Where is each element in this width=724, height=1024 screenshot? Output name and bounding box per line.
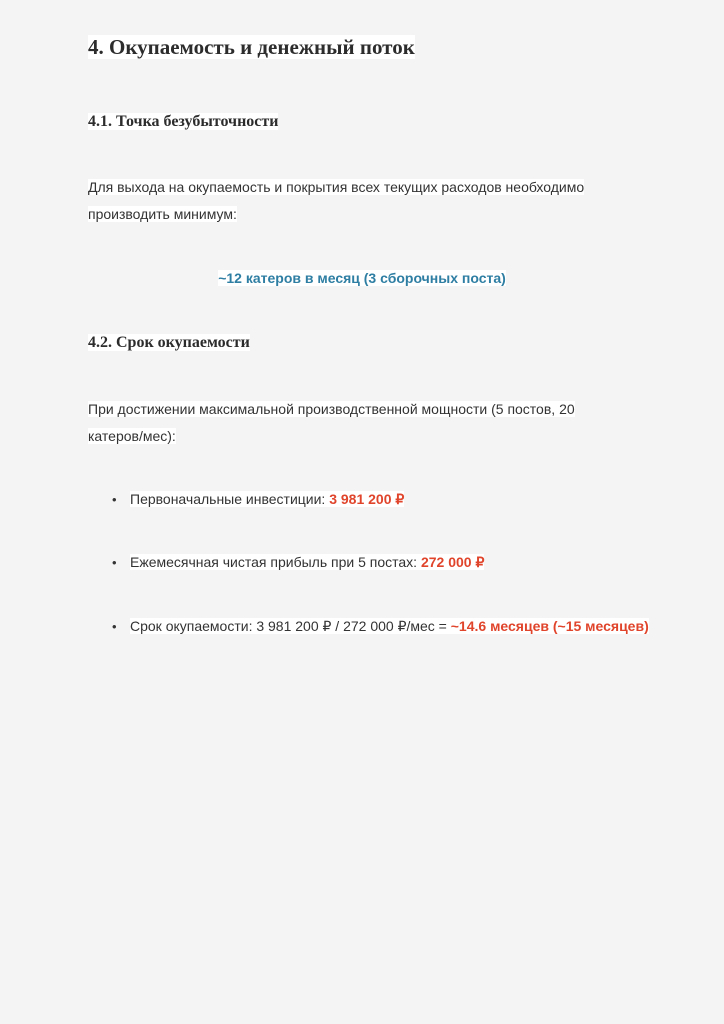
breakeven-heading-text: 4.1. Точка безубыточности	[88, 113, 279, 130]
list-item	[112, 616, 649, 637]
list-item	[112, 552, 484, 573]
breakeven-highlight	[0, 268, 724, 288]
bullet-icon: •	[112, 492, 117, 507]
list-item-value: ~14.6 месяцев (~15 месяцев)	[450, 618, 649, 634]
payback-paragraph	[88, 396, 628, 450]
breakeven-heading	[88, 112, 278, 132]
bullet-icon: •	[112, 619, 117, 634]
list-item-label: Ежемесячная чистая прибыль при 5 постах:	[130, 554, 421, 570]
breakeven-paragraph	[88, 174, 628, 228]
breakeven-highlight-text: ~12 катеров в месяц (3 сборочных поста)	[218, 270, 506, 286]
list-item-label: Первоначальные инвестиции:	[130, 491, 330, 507]
section-title	[88, 34, 415, 60]
list-item-value: 3 981 200 ₽	[329, 491, 405, 507]
payback-heading	[88, 333, 250, 353]
bullet-icon: •	[112, 555, 117, 570]
list-item-label: Срок окупаемости: 3 981 200 ₽ / 272 000 ₽/мес =	[130, 618, 451, 634]
list-item	[112, 489, 404, 510]
breakeven-paragraph-text: Для выхода на окупаемость и покрытия всех текущих расходов необходимо производить минимум:	[88, 179, 585, 222]
section-title-text: 4. Окупаемость и денежный поток	[88, 35, 415, 59]
payback-paragraph-text: При достижении максимальной производственной мощности (5 постов, 20 катеров/мес):	[88, 401, 575, 444]
list-item-value: 272 000 ₽	[420, 554, 485, 570]
payback-heading-text: 4.2. Срок окупаемости	[88, 334, 250, 351]
